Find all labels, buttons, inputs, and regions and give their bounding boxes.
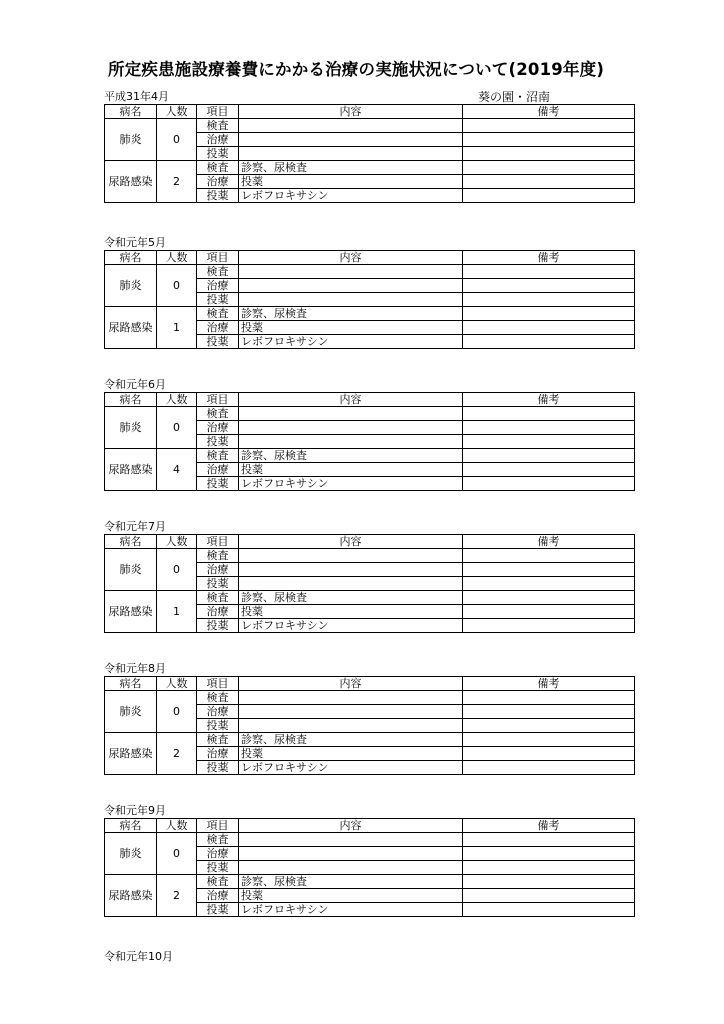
content-cell — [239, 279, 463, 293]
item-type: 投薬 — [197, 293, 239, 307]
content-cell: 投薬 — [239, 321, 463, 335]
header-disease: 病名 — [105, 535, 157, 549]
remarks-cell — [463, 293, 635, 307]
header-remarks: 備考 — [463, 535, 635, 549]
treatment-table — [104, 392, 635, 491]
item-type: 検査 — [197, 407, 239, 421]
header-content: 内容 — [239, 105, 463, 119]
patient-count: 1 — [157, 591, 197, 633]
item-type: 検査 — [197, 119, 239, 133]
remarks-cell — [463, 719, 635, 733]
item-type: 治療 — [197, 605, 239, 619]
month-label: 令和元年6月 — [104, 378, 166, 391]
month-label: 平成31年4月 — [104, 90, 169, 103]
item-type: 治療 — [197, 321, 239, 335]
table-row — [105, 119, 635, 133]
item-type: 検査 — [197, 833, 239, 847]
treatment-table — [104, 104, 635, 203]
disease-name: 肺炎 — [105, 833, 157, 875]
item-type: 検査 — [197, 733, 239, 747]
content-cell — [239, 265, 463, 279]
item-type: 投薬 — [197, 761, 239, 775]
remarks-cell — [463, 175, 635, 189]
footer-month-label: 令和元年10月 — [104, 950, 173, 963]
disease-name: 尿路感染 — [105, 733, 157, 775]
remarks-cell — [463, 747, 635, 761]
header-item: 項目 — [197, 393, 239, 407]
month-label: 令和元年9月 — [104, 804, 166, 817]
table-header-row — [105, 819, 635, 833]
header-item: 項目 — [197, 251, 239, 265]
item-type: 投薬 — [197, 903, 239, 917]
header-item: 項目 — [197, 535, 239, 549]
item-type: 投薬 — [197, 435, 239, 449]
header-remarks: 備考 — [463, 105, 635, 119]
remarks-cell — [463, 833, 635, 847]
item-type: 検査 — [197, 265, 239, 279]
content-cell — [239, 847, 463, 861]
remarks-cell — [463, 463, 635, 477]
remarks-cell — [463, 161, 635, 175]
item-type: 検査 — [197, 307, 239, 321]
item-type: 検査 — [197, 591, 239, 605]
remarks-cell — [463, 477, 635, 491]
header-remarks: 備考 — [463, 393, 635, 407]
remarks-cell — [463, 705, 635, 719]
remarks-cell — [463, 591, 635, 605]
month-section — [104, 662, 634, 775]
treatment-table — [104, 534, 635, 633]
patient-count: 0 — [157, 833, 197, 875]
item-type: 検査 — [197, 549, 239, 563]
header-content: 内容 — [239, 535, 463, 549]
content-cell — [239, 691, 463, 705]
remarks-cell — [463, 889, 635, 903]
month-section — [104, 236, 634, 349]
content-cell: 診察、尿検査 — [239, 307, 463, 321]
patient-count: 0 — [157, 407, 197, 449]
header-disease: 病名 — [105, 105, 157, 119]
table-row — [105, 733, 635, 747]
item-type: 治療 — [197, 175, 239, 189]
month-section — [104, 90, 634, 203]
content-cell: レボフロキサシン — [239, 335, 463, 349]
patient-count: 0 — [157, 691, 197, 733]
table-row — [105, 407, 635, 421]
content-cell: レボフロキサシン — [239, 619, 463, 633]
header-count: 人数 — [157, 535, 197, 549]
content-cell: 診察、尿検査 — [239, 733, 463, 747]
item-type: 検査 — [197, 875, 239, 889]
remarks-cell — [463, 265, 635, 279]
patient-count: 2 — [157, 875, 197, 917]
month-label: 令和元年8月 — [104, 662, 166, 675]
content-cell — [239, 833, 463, 847]
month-section — [104, 520, 634, 633]
header-content: 内容 — [239, 251, 463, 265]
remarks-cell — [463, 875, 635, 889]
remarks-cell — [463, 691, 635, 705]
item-type: 治療 — [197, 847, 239, 861]
header-count: 人数 — [157, 251, 197, 265]
content-cell — [239, 719, 463, 733]
remarks-cell — [463, 119, 635, 133]
patient-count: 4 — [157, 449, 197, 491]
content-cell: 診察、尿検査 — [239, 449, 463, 463]
facility-name: 葵の園・沼南 — [478, 90, 551, 104]
item-type: 投薬 — [197, 719, 239, 733]
remarks-cell — [463, 619, 635, 633]
patient-count: 0 — [157, 119, 197, 161]
remarks-cell — [463, 133, 635, 147]
content-cell: 診察、尿検査 — [239, 591, 463, 605]
treatment-table — [104, 250, 635, 349]
disease-name: 肺炎 — [105, 265, 157, 307]
table-row — [105, 833, 635, 847]
item-type: 検査 — [197, 161, 239, 175]
content-cell — [239, 563, 463, 577]
content-cell: 投薬 — [239, 463, 463, 477]
remarks-cell — [463, 861, 635, 875]
item-type: 治療 — [197, 279, 239, 293]
content-cell — [239, 577, 463, 591]
header-disease: 病名 — [105, 251, 157, 265]
table-header-row — [105, 677, 635, 691]
remarks-cell — [463, 279, 635, 293]
disease-name: 尿路感染 — [105, 591, 157, 633]
item-type: 投薬 — [197, 619, 239, 633]
header-remarks: 備考 — [463, 819, 635, 833]
remarks-cell — [463, 435, 635, 449]
header-content: 内容 — [239, 677, 463, 691]
item-type: 治療 — [197, 747, 239, 761]
header-disease: 病名 — [105, 819, 157, 833]
treatment-table — [104, 676, 635, 775]
content-cell: 診察、尿検査 — [239, 161, 463, 175]
month-section — [104, 804, 634, 917]
content-cell: 投薬 — [239, 889, 463, 903]
table-header-row — [105, 105, 635, 119]
header-count: 人数 — [157, 393, 197, 407]
content-cell — [239, 861, 463, 875]
header-remarks: 備考 — [463, 677, 635, 691]
patient-count: 2 — [157, 733, 197, 775]
remarks-cell — [463, 335, 635, 349]
patient-count: 2 — [157, 161, 197, 203]
remarks-cell — [463, 577, 635, 591]
content-cell — [239, 119, 463, 133]
content-cell — [239, 133, 463, 147]
table-header-row — [105, 251, 635, 265]
remarks-cell — [463, 605, 635, 619]
table-row — [105, 307, 635, 321]
content-cell — [239, 421, 463, 435]
table-row — [105, 691, 635, 705]
item-type: 投薬 — [197, 477, 239, 491]
remarks-cell — [463, 321, 635, 335]
remarks-cell — [463, 903, 635, 917]
table-row — [105, 875, 635, 889]
table-row — [105, 549, 635, 563]
content-cell: レボフロキサシン — [239, 761, 463, 775]
content-cell: レボフロキサシン — [239, 189, 463, 203]
document-title: 所定疾患施設療養費にかかる治療の実施状況について(2019年度) — [108, 60, 605, 79]
header-item: 項目 — [197, 677, 239, 691]
item-type: 投薬 — [197, 577, 239, 591]
item-type: 検査 — [197, 691, 239, 705]
disease-name: 肺炎 — [105, 119, 157, 161]
header-count: 人数 — [157, 677, 197, 691]
disease-name: 尿路感染 — [105, 449, 157, 491]
remarks-cell — [463, 421, 635, 435]
remarks-cell — [463, 407, 635, 421]
table-header-row — [105, 535, 635, 549]
content-cell — [239, 407, 463, 421]
remarks-cell — [463, 761, 635, 775]
content-cell: 投薬 — [239, 605, 463, 619]
patient-count: 1 — [157, 307, 197, 349]
item-type: 治療 — [197, 889, 239, 903]
header-item: 項目 — [197, 819, 239, 833]
content-cell: 投薬 — [239, 747, 463, 761]
disease-name: 尿路感染 — [105, 161, 157, 203]
item-type: 治療 — [197, 421, 239, 435]
table-row — [105, 265, 635, 279]
disease-name: 尿路感染 — [105, 307, 157, 349]
header-content: 内容 — [239, 393, 463, 407]
item-type: 治療 — [197, 563, 239, 577]
content-cell: レボフロキサシン — [239, 477, 463, 491]
remarks-cell — [463, 549, 635, 563]
item-type: 投薬 — [197, 147, 239, 161]
content-cell: 投薬 — [239, 175, 463, 189]
table-row — [105, 591, 635, 605]
disease-name: 肺炎 — [105, 549, 157, 591]
item-type: 検査 — [197, 449, 239, 463]
treatment-table — [104, 818, 635, 917]
remarks-cell — [463, 733, 635, 747]
item-type: 治療 — [197, 463, 239, 477]
header-remarks: 備考 — [463, 251, 635, 265]
content-cell — [239, 293, 463, 307]
content-cell — [239, 435, 463, 449]
content-cell: 診察、尿検査 — [239, 875, 463, 889]
disease-name: 肺炎 — [105, 407, 157, 449]
disease-name: 尿路感染 — [105, 875, 157, 917]
remarks-cell — [463, 449, 635, 463]
remarks-cell — [463, 563, 635, 577]
header-disease: 病名 — [105, 677, 157, 691]
patient-count: 0 — [157, 265, 197, 307]
month-section — [104, 378, 634, 491]
table-row — [105, 161, 635, 175]
month-label: 令和元年7月 — [104, 520, 166, 533]
item-type: 投薬 — [197, 335, 239, 349]
item-type: 治療 — [197, 133, 239, 147]
item-type: 投薬 — [197, 861, 239, 875]
header-disease: 病名 — [105, 393, 157, 407]
header-count: 人数 — [157, 819, 197, 833]
content-cell — [239, 549, 463, 563]
disease-name: 肺炎 — [105, 691, 157, 733]
table-header-row — [105, 393, 635, 407]
header-content: 内容 — [239, 819, 463, 833]
remarks-cell — [463, 147, 635, 161]
item-type: 投薬 — [197, 189, 239, 203]
month-label: 令和元年5月 — [104, 236, 166, 249]
content-cell — [239, 705, 463, 719]
remarks-cell — [463, 847, 635, 861]
content-cell: レボフロキサシン — [239, 903, 463, 917]
patient-count: 0 — [157, 549, 197, 591]
remarks-cell — [463, 189, 635, 203]
header-item: 項目 — [197, 105, 239, 119]
header-count: 人数 — [157, 105, 197, 119]
table-row — [105, 449, 635, 463]
item-type: 治療 — [197, 705, 239, 719]
remarks-cell — [463, 307, 635, 321]
content-cell — [239, 147, 463, 161]
